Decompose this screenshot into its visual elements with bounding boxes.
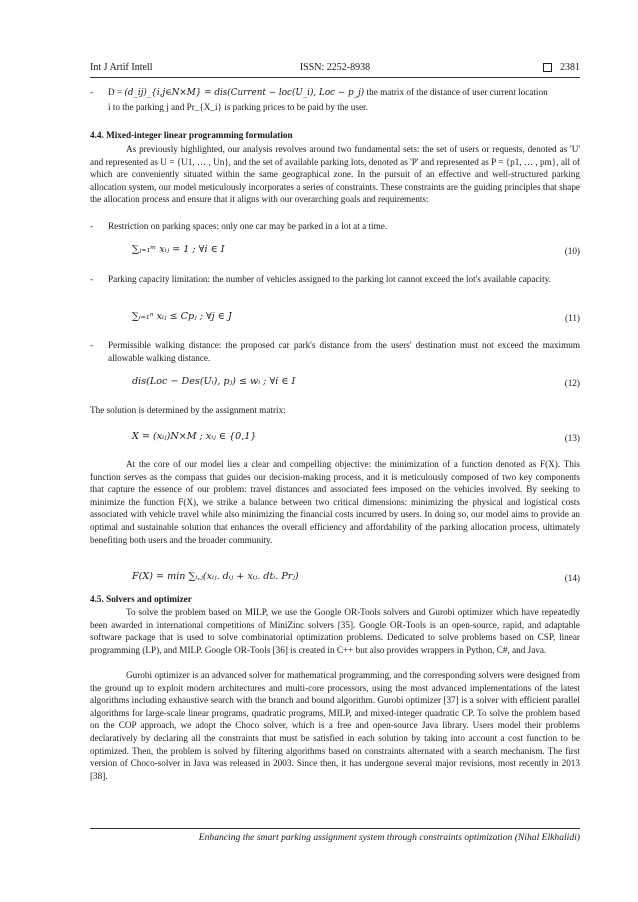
definition-D-suffix: the matrix of the distance of user current location [366, 87, 548, 97]
journal-name: Int J Artif Intell [90, 61, 153, 73]
equation-14: F(X) = min ∑ᵢ,ⱼ(xᵢⱼ. dᵢⱼ + xᵢⱼ. dtᵢ. Prⱼ) [132, 571, 299, 582]
constraint-2: Parking capacity limitation: the number of vehicles assigned to the parking lot cannot exceed the lot's available capacity. [108, 274, 551, 284]
page-number: 2381 [560, 61, 580, 73]
definition-D [108, 86, 580, 100]
equation-10: ∑ⱼ₌₁ᵐ xᵢⱼ = 1 ; ∀i ∈ I [132, 244, 225, 255]
section-heading-4-5: 4.5. Solvers and optimizer [90, 594, 192, 604]
section-4-5-paragraph-1: To solve the problem based on MILP, we use the Google OR-Tools solvers and Gurobi optimizer which have repeatedly been awarded in international competitions of MiniZinc solvers [35]. Google OR-Tools is an open-source, rapid, and adaptable software package that is used to solve combinatorial optimization problems. Dedicated to solve problems based on CSP, linear programming (LP), and MILP. Google OR-Tools [36] is created in C++ but also provides wrappers in Python, C#, and Java. [90, 607, 580, 655]
objective-paragraph: At the core of our model lies a clear and compelling objective: the minimization of a function denoted as F(X). This function serves as the compass that guides our decision-making process, and it is meticulously composed of two key components that capture the essence of our problem: travel distances and associated fees imposed on the vehicles involved. By seeking to minimize the function F(X), we strike a balance between two critical dimensions: minimizing the physical and logistical costs associated with vehicle travel while also minimizing the financial costs incurred by users. In doing so, our model aims to provide an optimal and sustainable solution that enhances the overall efficiency and affordability of the parking allocation process, ultimately benefiting both users and the broader community. [90, 459, 580, 545]
checkbox-icon [543, 63, 552, 72]
header-rule [90, 77, 580, 78]
equation-number-10: (10) [564, 246, 580, 256]
issn: ISSN: 2252-8938 [299, 61, 371, 73]
definition-D-math: (d_ij)_{i,j∈N×M} = dis(Current − loc(U_i), Loc − p_j) [124, 88, 365, 98]
constraint-1: Restriction on parking spaces: only one car may be parked in a lot at a time. [108, 221, 388, 231]
bullet-dash: - [90, 274, 94, 284]
section-4-4-paragraph: As previously highlighted, our analysis revolves around two fundamental sets: the set of users or requests, denoted as 'U' and represented as U = {U1, … , Un}, and the set of available parking lots, denoted as 'P' and represented as P = {p1, … , pm}, all of which are conveniently situated within the same geographical zone. In the pursuit of an effective and well-structured parking allocation system, our model meticulously incorporates a series of constraints. These constraints are the guiding principles that shape the allocation process and ensure that it aligns with our overarching goals and requirements: [90, 144, 580, 205]
constraint-3: Permissible walking distance: the proposed car park's distance from the users' destination must not exceed the maximum allowable walking distance. [108, 340, 580, 363]
definition-D-line2: i to the parking j and Pr_{X_i} is parking prices to be paid by the user. [108, 102, 368, 112]
section-heading-4-4: 4.4. Mixed-integer linear programming formulation [90, 130, 293, 140]
running-footer: Enhancing the smart parking assignment system through constraints optimization (Nihal Elkhalidi) [198, 832, 580, 843]
equation-number-11: (11) [565, 313, 580, 323]
assignment-sentence: The solution is determined by the assignment matrix: [90, 405, 286, 415]
page-number-group [543, 62, 580, 73]
bullet-dash: - [90, 221, 94, 231]
footer-rule [90, 828, 580, 829]
running-header [90, 60, 580, 74]
equation-number-14: (14) [564, 573, 580, 583]
equation-number-13: (13) [564, 433, 580, 443]
equation-13: X = (xᵢⱼ)N×M ; xᵢⱼ ∈ {0,1} [132, 431, 257, 442]
definition-D-prefix: D = [108, 87, 123, 97]
equation-12: dis(Loc − Des(Uᵢ), pⱼ) ≤ wᵢ ; ∀i ∈ I [132, 376, 296, 387]
equation-number-12: (12) [564, 378, 580, 388]
section-4-5-paragraph-2: Gurobi optimizer is an advanced solver for mathematical programming, and the corresponding solvers were designed from the ground up to exploit modern architectures and multi-core processors, using the most advanced implementations of the latest algorithms including exhaustive search with the branch and bound algorithm. Gurobi optimizer [37] is a solver with efficient parallel algorithms for large-scale linear programs, quadratic programs, MILP, and mixed-integer quadratic CP. To solve the problem based on the COP approach, we adopt the Choco solver, which is a free and open-source Java library. Users model their problems declaratively by declaring all the constraints that must be satisfied in each solution by taking into account a cost function to be optimized. Then, the problem is solved by filtering algorithms based on constraints alternated with a search mechanism. The first version of Choco-solver in Java was released in 2003. Since then, it has undergone several major revisions, most recently in 2013 [38]. [90, 670, 580, 781]
bullet-dash: - [90, 87, 94, 97]
equation-11: ∑ᵢ₌₁ⁿ xᵢⱼ ≤ Cpⱼ ; ∀j ∈ J [132, 311, 232, 322]
bullet-dash: - [90, 340, 94, 350]
